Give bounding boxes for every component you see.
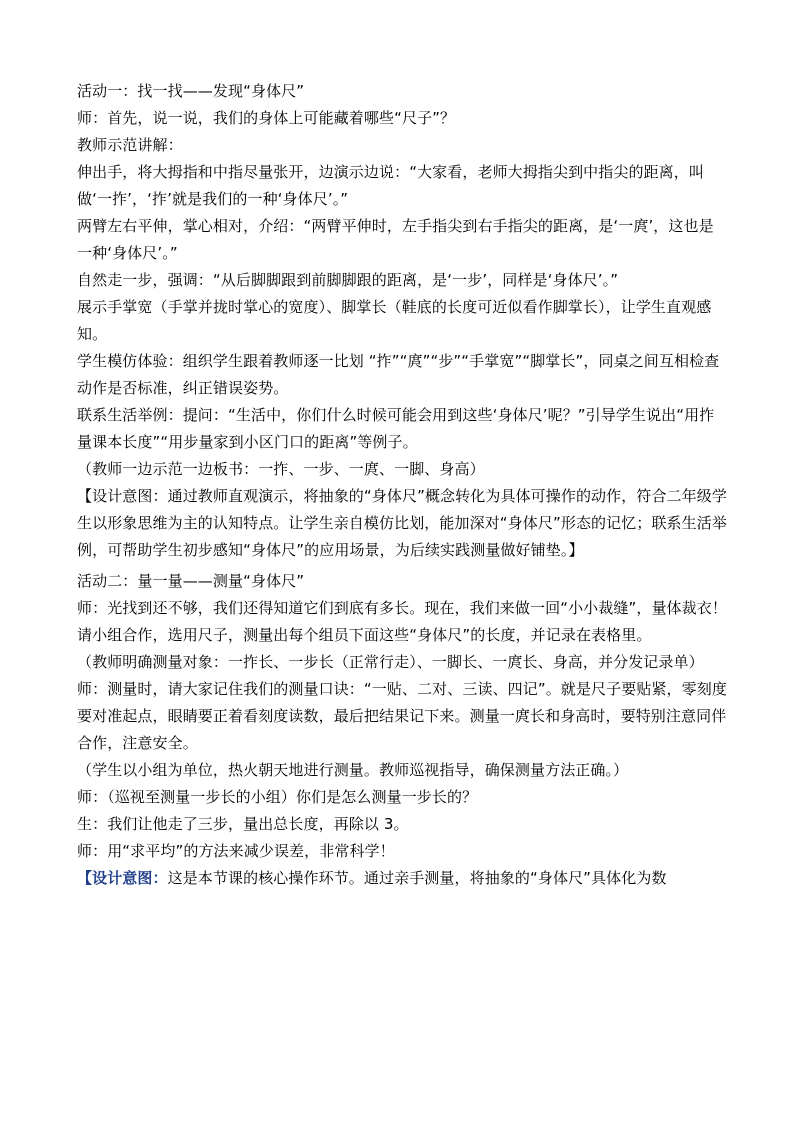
design-intent-tag: 【设计意图： [77,869,168,887]
demo-heading: 教师示范讲解： [77,136,183,154]
teacher-ask: 师：（巡视至测量一步长的小组）你们是怎么测量一步长的？ [77,788,478,806]
design-intent-text: 这是本节课的核心操作环节。通过亲手测量，将抽象的“身体尺”具体化为数 [167,869,667,887]
demo-tuo-paragraph: 两臂左右平伸，掌心相对，介绍：“两臂平伸时，左手指尖到右手指尖的距离，是‘一庹’，这也是一种‘身体尺’。” [77,217,714,262]
teacher-rhyme-paragraph: 师：测量时，请大家记住我们的测量口诀：“一贴、二对、三读、四记”。就是尺子要贴紧，零刻度要对准起点，眼睛要正着看刻度读数，最后把结果记下来。测量一庹长和身高时，要特别注意同伴合作，注意安全。 [77,680,727,752]
student-answer: 生：我们让他走了三步，量出总长度，再除以 3。 [77,815,409,833]
activity1-title: 活动一：找一找——发现“身体尺” [77,82,305,100]
imitate-paragraph: 学生模仿体验：组织学生跟着教师逐一比划 “拃”“庹”“步”“手掌宽”“脚掌长”，同桌之间互相检查动作是否标准，纠正错误姿势。 [77,352,720,397]
document-page [77,78,727,892]
design-intent-activity1: 【设计意图：通过教师直观演示，将抽象的“身体尺”概念转化为具体可操作的动作，符合二年级学生以形象思维为主的认知特点。让学生亲自模仿比划，能加深对“身体尺”形态的记忆；联系生活举例，可帮助学生初步感知“身体尺”的应用场景，为后续实践测量做好铺垫。】 [77,487,727,559]
demo-bu-paragraph: 自然走一步，强调：“从后脚脚跟到前脚脚跟的距离，是‘一步’，同样是‘身体尺’。” [77,271,619,289]
teacher-praise: 师：用“求平均”的方法来减少误差，非常科学！ [77,842,395,860]
student-activity-note: （学生以小组为单位，热火朝天地进行测量。教师巡视指导，确保测量方法正确。） [77,761,629,779]
demo-palm-paragraph: 展示手掌宽（手掌并拢时掌心的宽度）、脚掌长（鞋底的长度可近似看作脚掌长），让学生直观感知。 [77,298,712,343]
teacher-note-paragraph: （教师明确测量对象：一拃长、一步长（正常行走）、一脚长、一庹长、身高，并分发记录单） [77,653,704,671]
board-note: （教师一边示范一边板书：一拃、一步、一庹、一脚、身高） [77,460,485,478]
activity2-title: 活动二：量一量——测量“身体尺” [77,572,305,590]
teacher-question: 师：首先，说一说，我们的身体上可能藏着哪些“尺子”？ [77,109,456,127]
demo-zha-paragraph: 伸出手，将大拇指和中指尽量张开，边演示边说：“大家看，老师大拇指尖到中指尖的距离，叫做‘一拃’，‘拃’就是我们的一种‘身体尺’。” [77,163,704,208]
teacher-intro-paragraph: 师：光找到还不够，我们还得知道它们到底有多长。现在，我们来做一回“小小裁缝”，量体裁衣！请小组合作，选用尺子，测量出每个组员下面这些“身体尺”的长度，并记录在表格里。 [77,599,727,644]
life-example-paragraph: 联系生活举例：提问：“生活中，你们什么时候可能会用到这些‘身体尺’呢？”引导学生说出“用拃量课本长度”“用步量家到小区门口的距离”等例子。 [77,406,715,451]
design-intent-activity2 [77,865,727,892]
